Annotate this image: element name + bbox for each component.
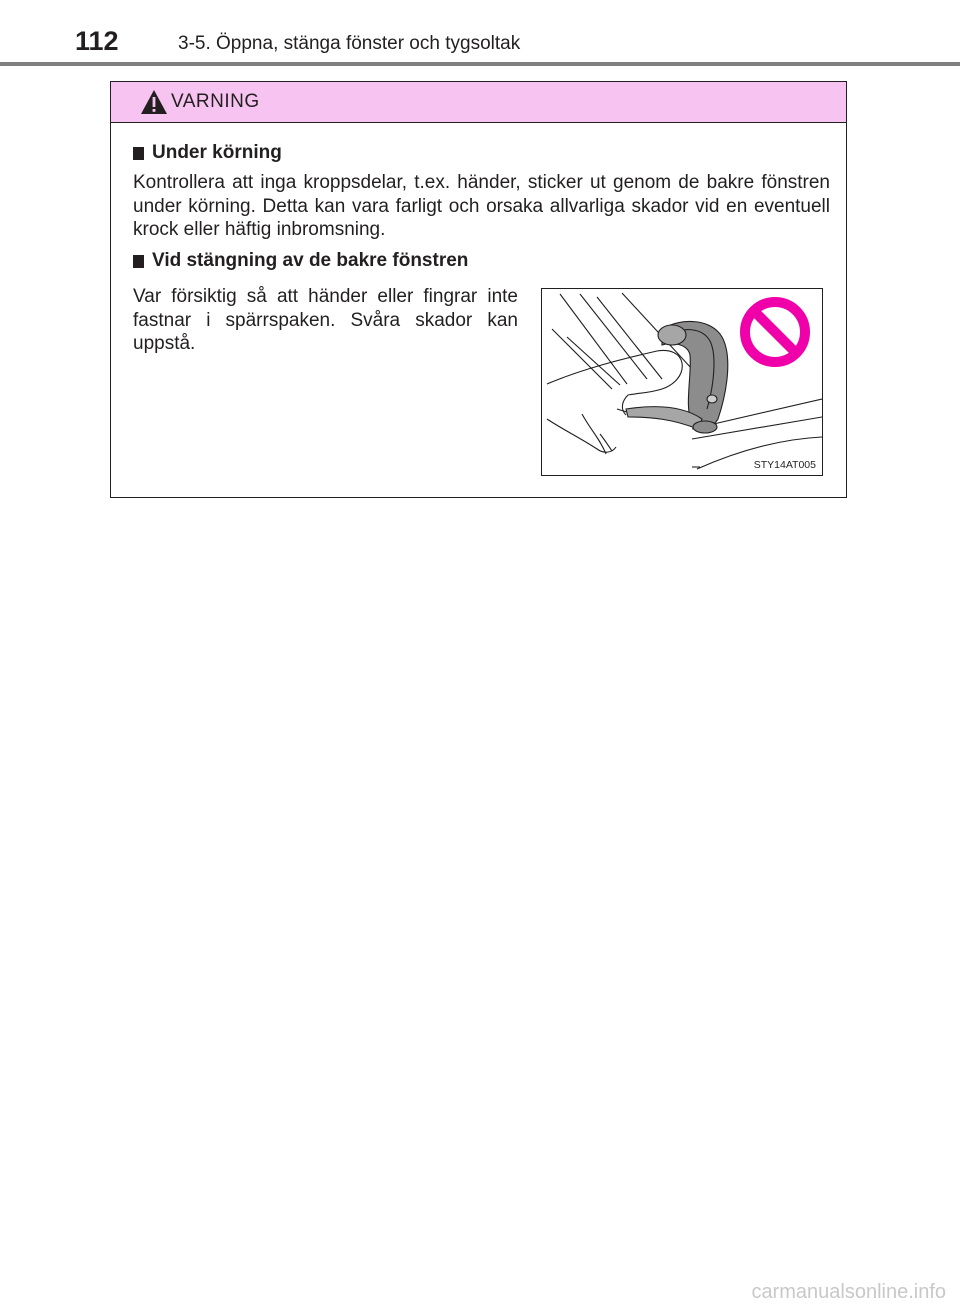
page-number: 112 xyxy=(75,26,119,56)
warning-header xyxy=(111,82,846,123)
prohibition-icon xyxy=(745,302,805,362)
item-heading-closing xyxy=(133,250,468,272)
warning-triangle-icon xyxy=(140,89,168,115)
illustration-code: STY14AT005 xyxy=(753,459,816,471)
item-heading-text: Vid stängning av de bakre fönstren xyxy=(152,250,469,271)
illustration xyxy=(541,288,823,476)
item-body-closing: Var försiktig så att händer eller fingrar inte fastnar i spärrspaken. Svåra skador kan uppstå. xyxy=(133,286,518,354)
bullet-square xyxy=(133,255,144,268)
header-rule xyxy=(0,62,960,66)
warning-box xyxy=(110,81,847,498)
window-lock-lever-illustration xyxy=(542,289,822,475)
section-title: 3-5. Öppna, stänga fönster och tygsoltak xyxy=(178,33,521,54)
bullet-square xyxy=(133,147,144,160)
warning-title: VARNING xyxy=(171,91,260,112)
watermark: carmanualsonline.info xyxy=(751,1281,946,1303)
item-heading-driving xyxy=(133,142,282,164)
item-heading-text: Under körning xyxy=(152,142,282,163)
item-body-driving: Kontrollera att inga kroppsdelar, t.ex. händer, sticker ut genom de bakre fönstren under körning. Detta kan vara farligt och orsaka allvarliga skador vid en eventuell krock eller häftig inbromsning. xyxy=(133,172,830,240)
